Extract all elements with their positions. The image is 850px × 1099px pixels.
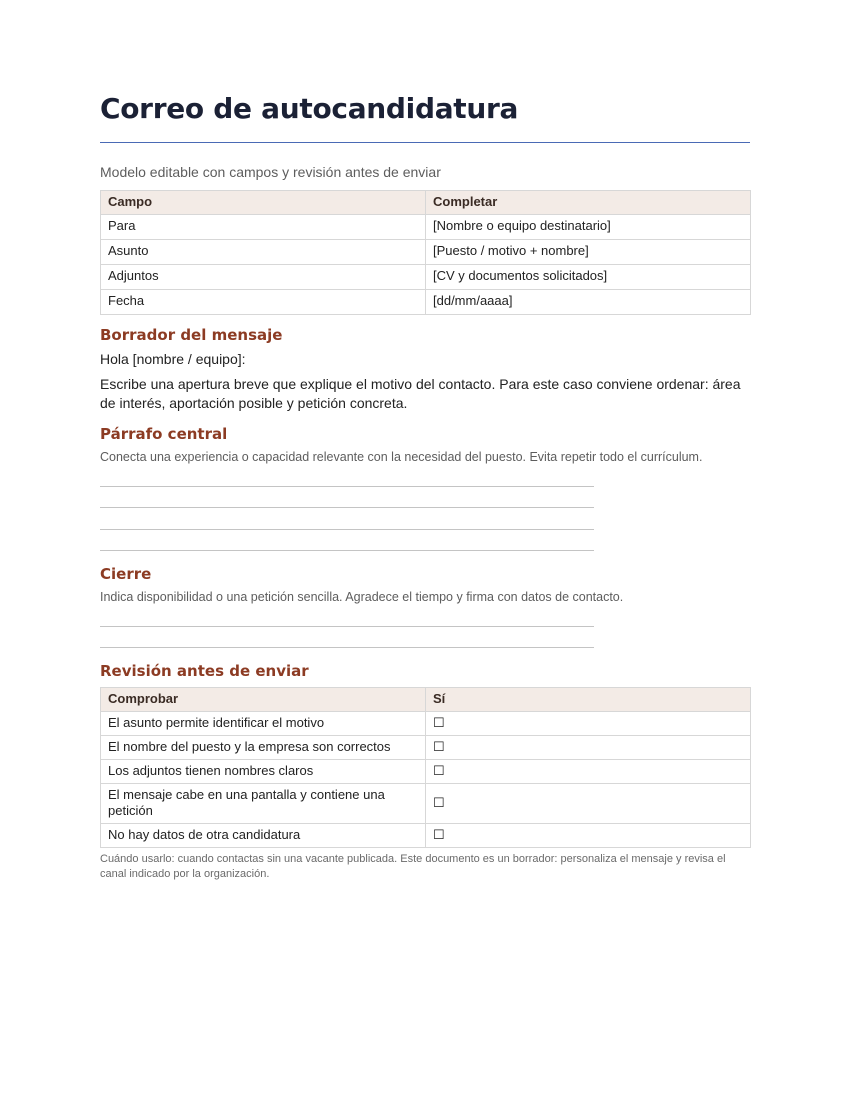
table-row [101,240,751,265]
table-row [101,736,751,760]
section-heading-review: Revisión antes de enviar [100,662,309,680]
checkbox[interactable]: ☐ [426,784,751,824]
table-row [101,824,751,848]
title-divider [100,142,750,143]
column-header-si: Sí [426,688,751,712]
draft-greeting: Hola [nombre / equipo]: [100,351,246,367]
page-title: Correo de autocandidatura [100,92,519,125]
table-row [101,290,751,315]
field-value[interactable]: [CV y documentos solicitados] [426,265,751,290]
checklist-item: No hay datos de otra candidatura [101,824,426,848]
central-hint: Conecta una experiencia o capacidad relevante con la necesidad del puesto. Evita repetir todo el currículum. [100,450,703,464]
field-label: Fecha [101,290,426,315]
writing-line[interactable] [100,550,594,551]
field-value[interactable]: [Puesto / motivo + nombre] [426,240,751,265]
section-heading-draft: Borrador del mensaje [100,326,283,344]
review-table [100,687,751,848]
checklist-item: Los adjuntos tienen nombres claros [101,760,426,784]
checklist-item: El nombre del puesto y la empresa son correctos [101,736,426,760]
writing-line[interactable] [100,626,594,627]
checklist-item: El asunto permite identificar el motivo [101,712,426,736]
section-heading-closing: Cierre [100,565,152,583]
column-header-comprobar: Comprobar [101,688,426,712]
fields-table-header-row [101,191,751,215]
fields-table [100,190,751,315]
table-row [101,265,751,290]
table-row [101,712,751,736]
writing-line[interactable] [100,507,594,508]
writing-line[interactable] [100,647,594,648]
writing-line[interactable] [100,529,594,530]
field-label: Adjuntos [101,265,426,290]
table-row [101,760,751,784]
table-row [101,784,751,824]
column-header-campo: Campo [101,191,426,215]
field-value[interactable]: [dd/mm/aaaa] [426,290,751,315]
closing-hint: Indica disponibilidad o una petición sencilla. Agradece el tiempo y firma con datos de contacto. [100,590,624,604]
checkbox[interactable]: ☐ [426,760,751,784]
checkbox[interactable]: ☐ [426,712,751,736]
column-header-completar: Completar [426,191,751,215]
checklist-item: El mensaje cabe en una pantalla y contiene una petición [101,784,426,824]
section-heading-central: Párrafo central [100,425,228,443]
field-value[interactable]: [Nombre o equipo destinatario] [426,215,751,240]
field-label: Asunto [101,240,426,265]
draft-paragraph: Escribe una apertura breve que explique el motivo del contacto. Para este caso conviene ordenar: área de interés, aportación posible y petición concreta. [100,376,741,411]
writing-line[interactable] [100,486,594,487]
checkbox[interactable]: ☐ [426,824,751,848]
field-label: Para [101,215,426,240]
page-subtitle: Modelo editable con campos y revisión antes de enviar [100,164,441,180]
table-row [101,215,751,240]
checkbox[interactable]: ☐ [426,736,751,760]
review-table-header-row [101,688,751,712]
footer-note: Cuándo usarlo: cuando contactas sin una vacante publicada. Este documento es un borrador: personaliza el mensaje y revisa el canal indicado por la organización. [100,853,726,880]
